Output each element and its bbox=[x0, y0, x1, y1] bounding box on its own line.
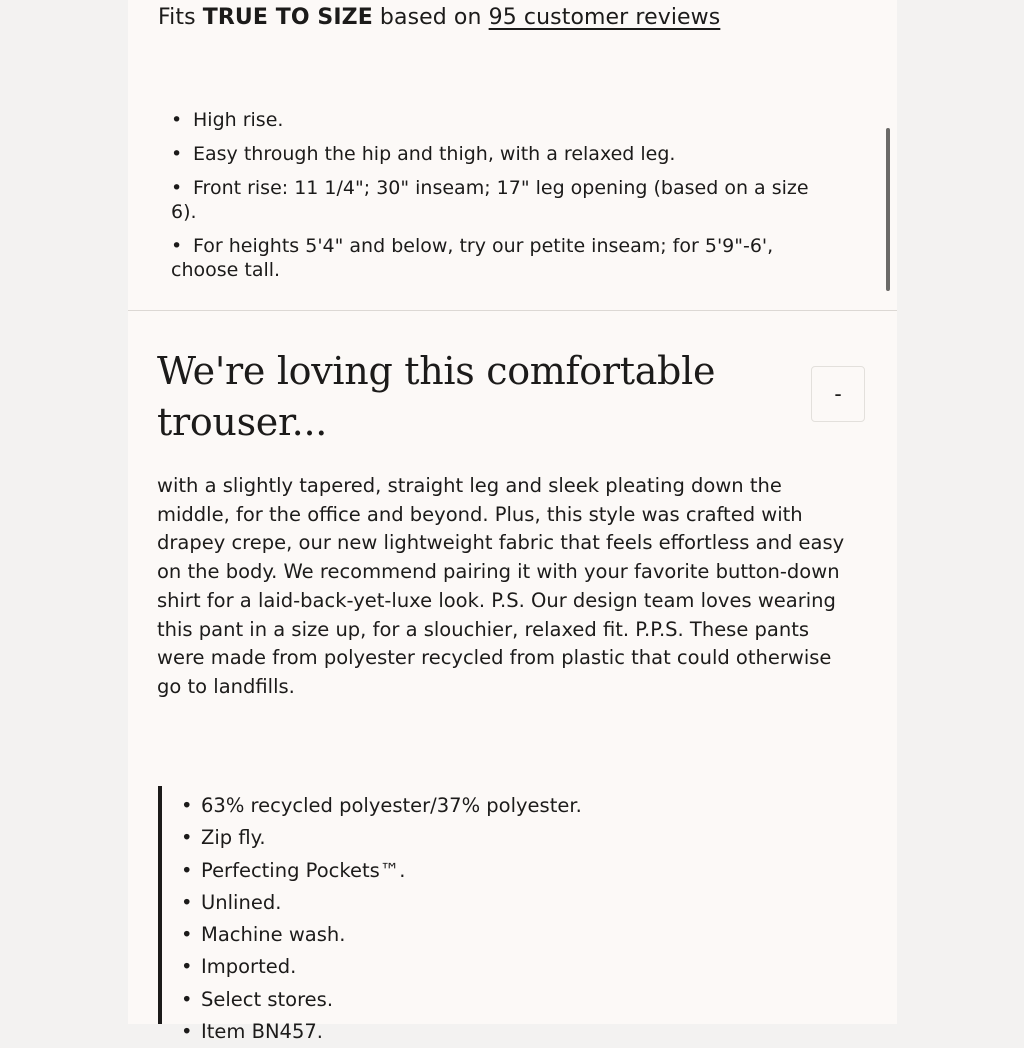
section-heading: We're loving this comfortable trouser... bbox=[157, 349, 716, 444]
fit-specs-list bbox=[171, 108, 861, 292]
fit-prefix: Fits bbox=[158, 5, 196, 30]
details-accent-bar bbox=[158, 786, 162, 1024]
customer-reviews-link[interactable]: 95 customer reviews bbox=[488, 5, 721, 30]
list-item: • Zip fly. bbox=[181, 822, 781, 854]
section-divider bbox=[128, 310, 897, 311]
list-item: • Item BN457. bbox=[181, 1016, 781, 1048]
spec-text-continued: choose tall. bbox=[171, 259, 281, 281]
product-description: with a slightly tapered, straight leg and sleek pleating down the middle, for the office and beyond. Plus, this style was crafted with drapey crepe, our new lightweight fabric that feels effortless and easy on the body. We recommend pairing it with your favorite button-down shirt for a laid-back-yet-luxe look. P.S. Our design team loves wearing this pant in a size up, for a slouchier, relaxed fit. P.P.S. These pants were made from polyester recycled from plastic that could otherwise go to landfills. bbox=[157, 474, 845, 698]
list-item: • Unlined. bbox=[181, 887, 781, 919]
spec-text: High rise. bbox=[193, 109, 284, 131]
scrollbar-thumb[interactable] bbox=[886, 128, 890, 291]
product-details-panel bbox=[128, 0, 897, 1044]
list-item: • Machine wash. bbox=[181, 919, 781, 951]
list-item bbox=[171, 108, 861, 132]
list-item: • Imported. bbox=[181, 951, 781, 983]
fit-middle-text: based on bbox=[379, 5, 482, 30]
spec-text: Easy through the hip and thigh, with a relaxed leg. bbox=[193, 143, 676, 165]
spec-text: For heights 5'4" and below, try our petite inseam; for 5'9"-6', bbox=[193, 235, 774, 257]
collapse-button[interactable]: - bbox=[811, 366, 865, 422]
product-details-list bbox=[181, 790, 781, 1048]
list-item: • Select stores. bbox=[181, 984, 781, 1016]
spec-text: Front rise: 11 1/4"; 30" inseam; 17" leg opening (based on a size bbox=[193, 177, 809, 199]
spec-text-continued: 6). bbox=[171, 201, 197, 223]
list-item bbox=[171, 142, 861, 166]
fit-size-label: TRUE TO SIZE bbox=[202, 5, 373, 30]
list-item: • 63% recycled polyester/37% polyester. bbox=[181, 790, 781, 822]
fit-summary bbox=[158, 5, 720, 30]
list-item bbox=[171, 234, 861, 282]
list-item: • Perfecting Pockets™. bbox=[181, 855, 781, 887]
list-item bbox=[171, 176, 861, 224]
